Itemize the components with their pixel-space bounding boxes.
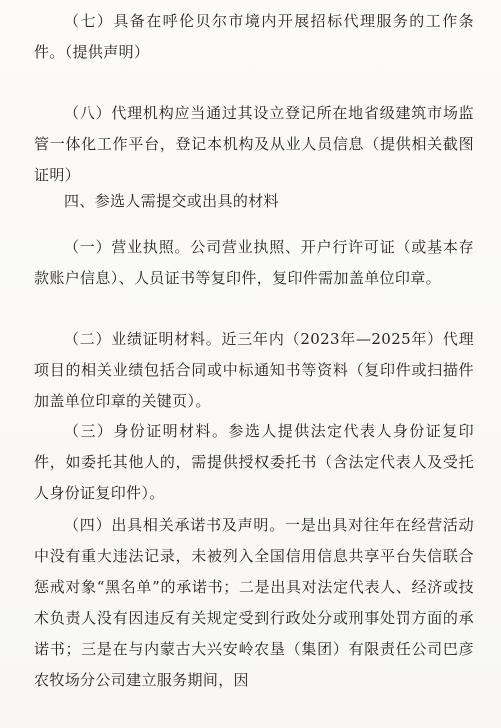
material-item-2: （二）业绩证明材料。近三年内（2023年—2025年）代理项目的相关业绩包括合同或中标通知书等资料（复印件或扫描件加盖单位印章的关键页）。 xyxy=(34,330,474,410)
paragraph-item-8: （八）代理机构应当通过其设立登记所在地省级建筑市场监管一体化工作平台，登记本机构及从业人员信息（提供相关截图证明） xyxy=(34,104,474,184)
material-item-4: （四）出具相关承诺书及声明。一是出具对往年在经营活动中没有重大违法记录，未被列入全国信用信息共享平台失信联合惩戒对象“黑名单”的承诺书；二是出具对法定代表人、经济或技术负责人没有因违反有关规定受到行政处分或刑事处罚方面的承诺书；三是在与内蒙古大兴安岭农垦（集团）有限责任公司巴彦农牧场分公司建立服务期间，因 xyxy=(34,516,474,689)
material-item-3: （三）身份证明材料。参选人提供法定代表人身份证复印件，如委托其他人的，需提供授权委托书（含法定代表人及受托人身份证复印件）。 xyxy=(34,422,474,502)
paragraph-item-7: （七）具备在呼伦贝尔市境内开展招标代理服务的工作条件。（提供声明） xyxy=(34,12,474,61)
section-heading: 四、参选人需提交或出具的材料 xyxy=(64,192,279,210)
material-item-1: （一）营业执照。公司营业执照、开户行许可证（或基本存款账户信息）、人员证书等复印件，复印件需加盖单位印章。 xyxy=(34,238,474,287)
